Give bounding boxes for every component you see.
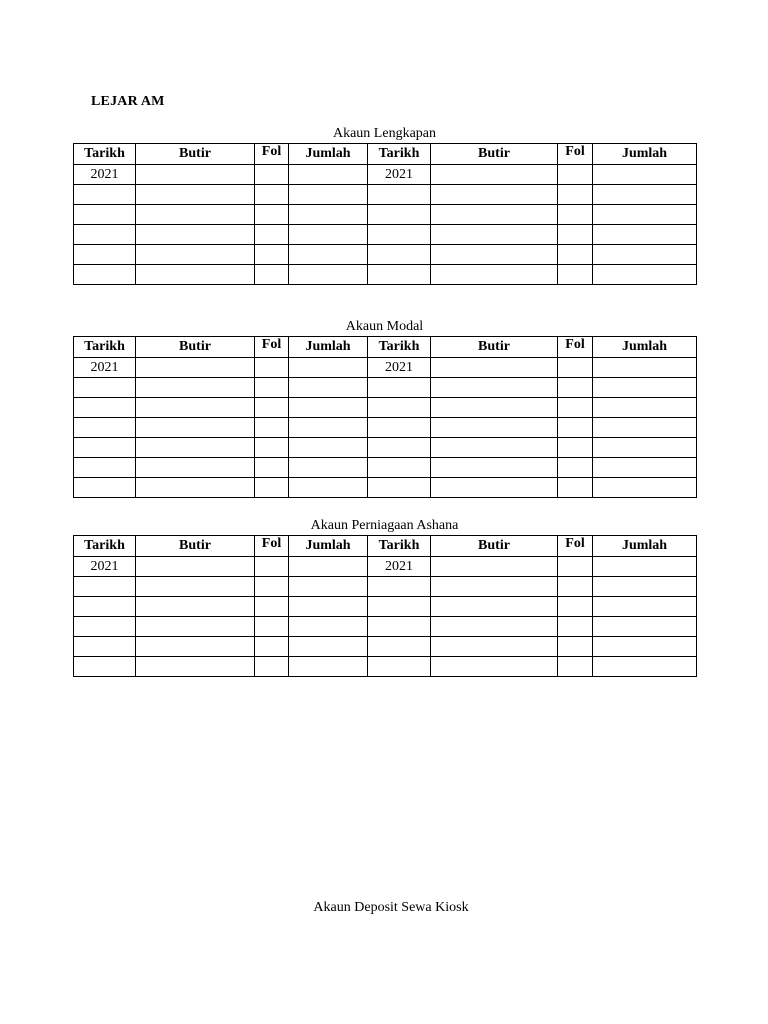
cell-tarikh: [74, 438, 136, 458]
account-title: Akaun Modal: [345, 319, 424, 334]
cell-butir: [431, 185, 558, 205]
cell-jumlah: [289, 185, 368, 205]
column-header-butir: Butir: [431, 144, 558, 165]
cell-butir: [136, 205, 255, 225]
cell-tarikh: [368, 398, 431, 418]
cell-jumlah: [593, 438, 697, 458]
cell-fol: [558, 245, 593, 265]
cell-tarikh: [74, 245, 136, 265]
cell-butir: [431, 418, 558, 438]
cell-fol: [255, 557, 289, 577]
table-row: [74, 478, 697, 498]
cell-jumlah: [289, 265, 368, 285]
cell-butir: [431, 358, 558, 378]
cell-tarikh: [368, 617, 431, 637]
cell-fol: [558, 398, 593, 418]
cell-butir: [136, 378, 255, 398]
ledger-table: [73, 535, 697, 677]
column-header-fol: Fol: [558, 536, 593, 557]
cell-butir: [136, 657, 255, 677]
cell-tarikh: 2021: [368, 165, 431, 185]
cell-jumlah: [593, 657, 697, 677]
cell-fol: [255, 358, 289, 378]
cell-jumlah: [593, 265, 697, 285]
cell-tarikh: 2021: [368, 557, 431, 577]
footer-account-title: Akaun Deposit Sewa Kiosk: [313, 900, 469, 915]
table-row: [74, 577, 697, 597]
cell-tarikh: [368, 577, 431, 597]
cell-tarikh: [368, 185, 431, 205]
cell-jumlah: [289, 617, 368, 637]
cell-tarikh: [368, 418, 431, 438]
cell-butir: [136, 577, 255, 597]
column-header-fol: Fol: [255, 144, 289, 165]
cell-fol: [255, 265, 289, 285]
cell-jumlah: [593, 637, 697, 657]
cell-butir: [431, 378, 558, 398]
cell-fol: [558, 265, 593, 285]
cell-butir: [431, 657, 558, 677]
column-header-jumlah: Jumlah: [289, 337, 368, 358]
cell-butir: [136, 637, 255, 657]
column-header-jumlah: Jumlah: [593, 536, 697, 557]
cell-fol: [255, 617, 289, 637]
cell-tarikh: [368, 205, 431, 225]
cell-tarikh: [368, 458, 431, 478]
cell-fol: [255, 205, 289, 225]
cell-jumlah: [593, 577, 697, 597]
cell-fol: [558, 657, 593, 677]
header-row: [74, 144, 697, 165]
cell-fol: [558, 577, 593, 597]
cell-jumlah: [289, 398, 368, 418]
account-title: Akaun Perniagaan Ashana: [310, 518, 459, 533]
cell-jumlah: [289, 657, 368, 677]
cell-butir: [136, 597, 255, 617]
table-row: [74, 657, 697, 677]
cell-tarikh: 2021: [74, 358, 136, 378]
ledger-table: [73, 336, 697, 498]
cell-jumlah: [593, 245, 697, 265]
column-header-butir: Butir: [431, 337, 558, 358]
cell-fol: [558, 205, 593, 225]
cell-butir: [431, 245, 558, 265]
cell-fol: [255, 637, 289, 657]
cell-fol: [255, 478, 289, 498]
cell-tarikh: [74, 577, 136, 597]
cell-fol: [255, 398, 289, 418]
cell-butir: [431, 265, 558, 285]
column-header-tarikh: Tarikh: [74, 337, 136, 358]
cell-fol: [558, 617, 593, 637]
table-row: [74, 398, 697, 418]
cell-jumlah: [593, 378, 697, 398]
cell-fol: [255, 245, 289, 265]
cell-jumlah: [593, 557, 697, 577]
cell-tarikh: [368, 265, 431, 285]
table-row: [74, 358, 697, 378]
account-title: Akaun Lengkapan: [332, 126, 437, 141]
cell-tarikh: [74, 185, 136, 205]
cell-fol: [255, 657, 289, 677]
cell-tarikh: [74, 225, 136, 245]
column-header-tarikh: Tarikh: [74, 144, 136, 165]
cell-jumlah: [289, 358, 368, 378]
cell-jumlah: [289, 557, 368, 577]
cell-tarikh: [74, 205, 136, 225]
cell-jumlah: [289, 637, 368, 657]
table-row: [74, 378, 697, 398]
column-header-tarikh: Tarikh: [368, 144, 431, 165]
cell-butir: [431, 438, 558, 458]
column-header-tarikh: Tarikh: [368, 536, 431, 557]
cell-tarikh: [74, 418, 136, 438]
cell-fol: [558, 637, 593, 657]
cell-butir: [136, 185, 255, 205]
cell-jumlah: [593, 398, 697, 418]
ledger-table: [73, 143, 697, 285]
cell-jumlah: [593, 225, 697, 245]
cell-jumlah: [289, 577, 368, 597]
cell-fol: [255, 577, 289, 597]
cell-jumlah: [593, 205, 697, 225]
cell-jumlah: [289, 205, 368, 225]
cell-tarikh: 2021: [74, 165, 136, 185]
cell-jumlah: [289, 438, 368, 458]
cell-butir: [431, 398, 558, 418]
cell-fol: [558, 185, 593, 205]
column-header-tarikh: Tarikh: [74, 536, 136, 557]
cell-butir: [431, 617, 558, 637]
cell-fol: [255, 165, 289, 185]
cell-butir: [136, 438, 255, 458]
cell-butir: [431, 637, 558, 657]
cell-fol: [255, 438, 289, 458]
column-header-butir: Butir: [431, 536, 558, 557]
cell-butir: [431, 597, 558, 617]
cell-butir: [431, 205, 558, 225]
cell-fol: [255, 185, 289, 205]
column-header-fol: Fol: [255, 337, 289, 358]
cell-tarikh: [368, 225, 431, 245]
cell-butir: [431, 458, 558, 478]
cell-fol: [558, 438, 593, 458]
column-header-fol: Fol: [558, 337, 593, 358]
document-title: LEJAR AM: [91, 94, 165, 109]
cell-fol: [558, 225, 593, 245]
cell-jumlah: [289, 245, 368, 265]
cell-butir: [136, 418, 255, 438]
column-header-jumlah: Jumlah: [593, 337, 697, 358]
cell-tarikh: [74, 617, 136, 637]
cell-fol: [255, 597, 289, 617]
cell-butir: [431, 165, 558, 185]
table-row: [74, 225, 697, 245]
cell-butir: [431, 225, 558, 245]
cell-tarikh: [368, 597, 431, 617]
table-row: [74, 438, 697, 458]
column-header-fol: Fol: [255, 536, 289, 557]
cell-fol: [255, 458, 289, 478]
cell-butir: [136, 225, 255, 245]
cell-jumlah: [593, 597, 697, 617]
table-row: [74, 245, 697, 265]
cell-jumlah: [289, 478, 368, 498]
table-row: [74, 637, 697, 657]
cell-tarikh: [74, 458, 136, 478]
cell-tarikh: [74, 478, 136, 498]
cell-tarikh: [368, 637, 431, 657]
cell-jumlah: [289, 165, 368, 185]
column-header-tarikh: Tarikh: [368, 337, 431, 358]
column-header-butir: Butir: [136, 144, 255, 165]
cell-fol: [558, 358, 593, 378]
cell-jumlah: [289, 225, 368, 245]
cell-tarikh: [74, 597, 136, 617]
cell-fol: [255, 378, 289, 398]
table-row: [74, 418, 697, 438]
cell-butir: [431, 478, 558, 498]
cell-fol: [558, 165, 593, 185]
cell-fol: [255, 225, 289, 245]
cell-butir: [136, 245, 255, 265]
cell-butir: [136, 398, 255, 418]
cell-jumlah: [593, 358, 697, 378]
table-row: [74, 617, 697, 637]
column-header-butir: Butir: [136, 536, 255, 557]
table-row: [74, 597, 697, 617]
cell-fol: [255, 418, 289, 438]
column-header-jumlah: Jumlah: [289, 144, 368, 165]
cell-tarikh: 2021: [74, 557, 136, 577]
cell-butir: [136, 478, 255, 498]
column-header-jumlah: Jumlah: [289, 536, 368, 557]
cell-jumlah: [593, 418, 697, 438]
cell-tarikh: [368, 657, 431, 677]
cell-tarikh: [368, 378, 431, 398]
cell-butir: [136, 165, 255, 185]
cell-fol: [558, 557, 593, 577]
cell-tarikh: [74, 398, 136, 418]
cell-jumlah: [593, 478, 697, 498]
cell-butir: [431, 557, 558, 577]
cell-jumlah: [289, 378, 368, 398]
column-header-fol: Fol: [558, 144, 593, 165]
cell-tarikh: [368, 245, 431, 265]
table-row: [74, 165, 697, 185]
cell-jumlah: [593, 458, 697, 478]
cell-tarikh: [368, 438, 431, 458]
cell-butir: [136, 458, 255, 478]
cell-butir: [136, 265, 255, 285]
cell-jumlah: [593, 185, 697, 205]
cell-tarikh: [368, 478, 431, 498]
cell-tarikh: 2021: [368, 358, 431, 378]
column-header-butir: Butir: [136, 337, 255, 358]
cell-jumlah: [289, 458, 368, 478]
table-row: [74, 205, 697, 225]
cell-fol: [558, 378, 593, 398]
cell-butir: [431, 577, 558, 597]
cell-jumlah: [593, 617, 697, 637]
header-row: [74, 337, 697, 358]
table-row: [74, 458, 697, 478]
cell-butir: [136, 617, 255, 637]
cell-fol: [558, 418, 593, 438]
column-header-jumlah: Jumlah: [593, 144, 697, 165]
cell-jumlah: [289, 597, 368, 617]
cell-fol: [558, 597, 593, 617]
table-row: [74, 185, 697, 205]
cell-fol: [558, 478, 593, 498]
cell-jumlah: [289, 418, 368, 438]
cell-tarikh: [74, 637, 136, 657]
cell-tarikh: [74, 265, 136, 285]
cell-jumlah: [593, 165, 697, 185]
header-row: [74, 536, 697, 557]
cell-fol: [558, 458, 593, 478]
cell-tarikh: [74, 657, 136, 677]
cell-tarikh: [74, 378, 136, 398]
table-row: [74, 557, 697, 577]
cell-butir: [136, 557, 255, 577]
table-row: [74, 265, 697, 285]
cell-butir: [136, 358, 255, 378]
